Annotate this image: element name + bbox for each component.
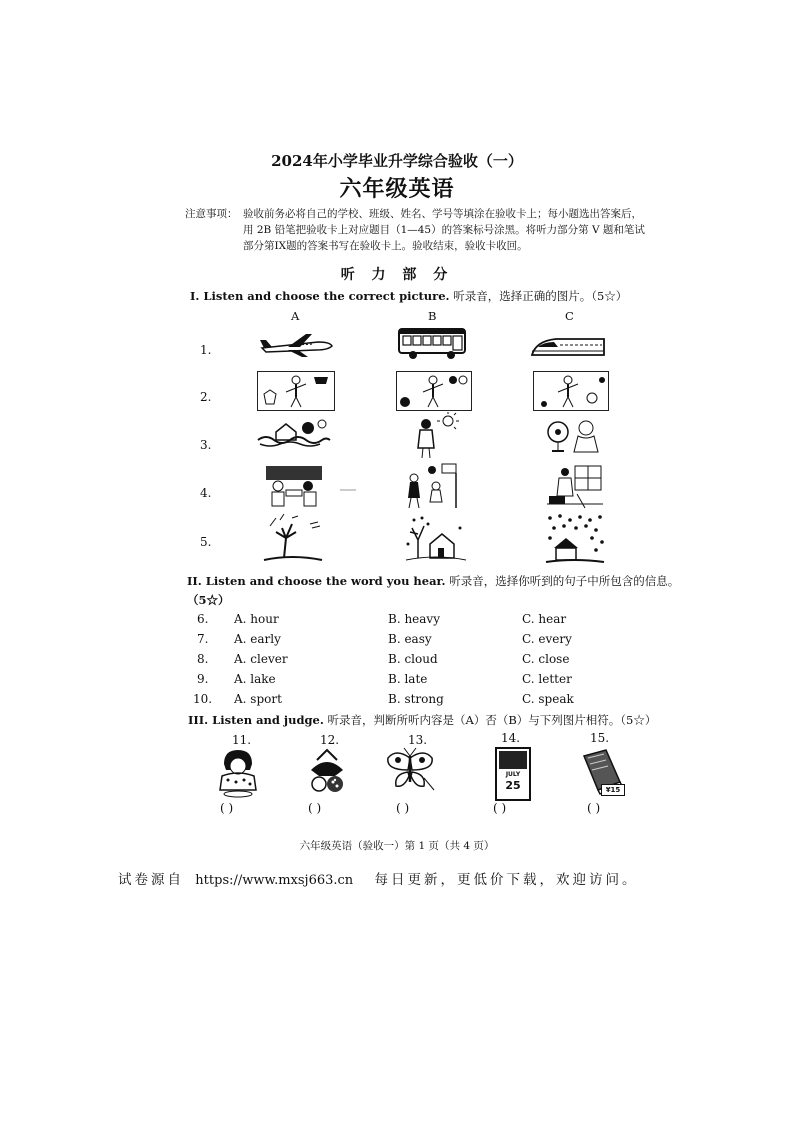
- option-6a[interactable]: A. hour: [234, 612, 279, 626]
- question-number: 10.: [193, 692, 213, 706]
- option-10b[interactable]: B. strong: [388, 692, 444, 706]
- fruit-icon[interactable]: [305, 748, 349, 796]
- airplane-icon[interactable]: [258, 330, 334, 358]
- source-prefix: 试卷源自: [118, 872, 184, 888]
- option-7a[interactable]: A. early: [234, 632, 281, 646]
- flooded-house-icon[interactable]: [256, 418, 332, 448]
- autumn-house-icon[interactable]: [406, 514, 466, 564]
- answer-paren-14[interactable]: ( ): [493, 801, 507, 815]
- snowy-house-icon[interactable]: [546, 514, 604, 566]
- part1-heading-en: I. Listen and choose the correct picture.: [190, 289, 450, 303]
- row-number-5: 5.: [200, 535, 212, 549]
- option-6b[interactable]: B. heavy: [388, 612, 440, 626]
- option-8b[interactable]: B. cloud: [388, 652, 438, 666]
- calendar-picture: [499, 751, 527, 769]
- row-number-3: 3.: [200, 438, 212, 452]
- part1-heading: [190, 288, 627, 304]
- question-number: 8.: [197, 652, 209, 666]
- option-8c[interactable]: C. close: [522, 652, 570, 666]
- calendar-day: 25: [505, 779, 521, 792]
- row-number-4: 4.: [200, 486, 212, 500]
- item-number: 14.: [501, 731, 521, 745]
- question-number: 7.: [197, 632, 209, 646]
- calendar-month: JULY: [505, 771, 521, 778]
- option-6c[interactable]: C. hear: [522, 612, 567, 626]
- part3-heading: [188, 712, 656, 728]
- option-2c-frame[interactable]: [533, 371, 609, 411]
- subject-title: 六年级英语: [339, 176, 455, 202]
- row-number-2: 2.: [200, 390, 212, 404]
- source-link[interactable]: https://www.mxsj663.cn: [195, 873, 354, 888]
- windy-tree-icon[interactable]: [262, 514, 324, 564]
- option-9a[interactable]: A. lake: [234, 672, 276, 686]
- answer-paren-13[interactable]: ( ): [396, 801, 410, 815]
- item-number: 12.: [320, 733, 340, 747]
- boy-with-clothes-icon: [258, 372, 334, 410]
- option-2b-frame[interactable]: [396, 371, 472, 411]
- option-9b[interactable]: B. late: [388, 672, 428, 686]
- scan-mark-icon: [340, 488, 356, 492]
- option-7c[interactable]: C. every: [522, 632, 572, 646]
- part2-heading-cn: 听录音，选择你听到的句子中所包含的信息。: [445, 574, 680, 588]
- exam-title: 2024年小学毕业升学综合验收（一）: [271, 152, 523, 170]
- option-2a-frame[interactable]: [257, 371, 335, 411]
- column-c-label: C: [565, 309, 574, 323]
- page-footer: 六年级英语（验收一）第 1 页（共 4 页）: [299, 840, 495, 852]
- part3-heading-cn: 听录音，判断所听内容是（A）否（B）与下列图片相符。（5☆）: [323, 713, 657, 727]
- part2-heading-en: II. Listen and choose the word you hear.: [187, 574, 446, 588]
- fan-and-tired-woman-icon[interactable]: [544, 418, 602, 454]
- price-tag: ¥15: [601, 784, 625, 796]
- bullet-train-icon[interactable]: [530, 333, 606, 359]
- option-8a[interactable]: A. clever: [234, 652, 288, 666]
- girl-eating-icon[interactable]: [214, 748, 262, 800]
- bus-icon[interactable]: [397, 326, 469, 360]
- answer-paren-15[interactable]: ( ): [587, 801, 601, 815]
- butterfly-icon[interactable]: [384, 748, 436, 796]
- source-suffix: 每日更新，更低价下载，欢迎访问。: [374, 872, 639, 888]
- part2-heading: [187, 573, 679, 589]
- row-number-1: 1.: [200, 343, 212, 357]
- section-title: 听 力 部 分: [340, 267, 454, 283]
- playing-chess-icon[interactable]: [264, 464, 324, 508]
- answer-paren-12[interactable]: ( ): [308, 801, 322, 815]
- boy-with-ball-icon: [534, 372, 608, 410]
- item-number: 11.: [232, 733, 252, 747]
- answer-paren-11[interactable]: ( ): [220, 801, 234, 815]
- cleaning-room-icon[interactable]: [545, 464, 605, 510]
- option-9c[interactable]: C. letter: [522, 672, 572, 686]
- part3-heading-en: III. Listen and judge.: [188, 713, 324, 727]
- notice-text: 验收前务必将自己的学校、班级、姓名、学号等填涂在验收卡上；每小题选出答案后，用 2B 铅笔把验收卡上对应题目（1—45）的答案标号涂黑。将听力部分第 V 题和笔试部分第IX题的答案书写在验收卡上。验收结束，验收卡收回。: [243, 208, 645, 252]
- girl-in-sun-icon[interactable]: [412, 412, 462, 460]
- source-line: [118, 868, 638, 888]
- question-number: 6.: [197, 612, 209, 626]
- notice-block: [185, 206, 645, 254]
- boy-with-balls-icon: [397, 372, 471, 410]
- part1-heading-cn: 听录音，选择正确的图片。（5☆）: [449, 289, 628, 303]
- item-number: 13.: [408, 733, 428, 747]
- notice-label: 注意事项：: [185, 208, 238, 220]
- option-7b[interactable]: B. easy: [388, 632, 432, 646]
- item-number: 15.: [590, 731, 610, 745]
- playing-basketball-icon[interactable]: [402, 462, 462, 510]
- part2-score: （5☆）: [187, 593, 230, 607]
- option-10a[interactable]: A. sport: [234, 692, 282, 706]
- column-a-label: A: [291, 309, 300, 323]
- option-10c[interactable]: C. speak: [522, 692, 574, 706]
- question-number: 9.: [197, 672, 209, 686]
- calendar-icon[interactable]: [495, 747, 531, 801]
- column-b-label: B: [428, 309, 437, 323]
